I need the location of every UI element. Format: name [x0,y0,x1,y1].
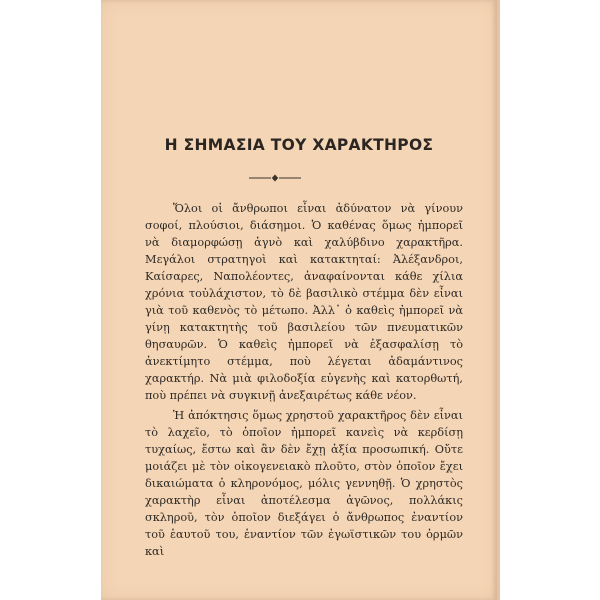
paragraph: Ἡ ἀπόκτησις ὅμως χρηστοῦ χαρακτῆρος δὲν εἶναι τὸ λαχεῖο, τὸ ὁποῖον ἠμπορεῖ κανεὶς νὰ κερδίσῃ τυχαίως, ἔστω καὶ ἂν δὲν ἔχῃ ἀξία προσωπική. Οὔτε μοιάζει μὲ τὸν οἰκογενειακὸ πλοῦτο, στὸν ὁποῖον ἔχει δικαιώματα ὁ κληρονόμος, μόλις γεννηθῇ. Ὁ χρηστὸς χαρακτὴρ εἶναι ἀποτέλεσμα ἀγῶνος, πολλάκις σκληροῦ, τὸν ὁποῖον διεξάγει ὁ ἄνθρωπος ἐναντίον τοῦ ἑαυτοῦ του, ἐναντίον τῶν ἐγωϊστικῶν του ὁρμῶν καὶ [145,409,463,558]
body-text [145,200,463,563]
book-page [101,0,497,600]
page-edge [497,0,500,600]
chapter-title: Η ΣΗΜΑΣΙΑ ΤΟΥ ΧΑΡΑΚΤΗΡΟΣ [164,136,434,154]
ornament-divider-icon [247,173,303,183]
paragraph: Ὅλοι οἱ ἄνθρωποι εἶναι ἀδύνατον νὰ γίνουν σοφοί, πλούσιοι, διάσημοι. Ὁ καθένας ὅμως ἠμπορεῖ νὰ διαμορφώσῃ ἁγνὸ καὶ χαλύβδινο χαρακτῆρα. Μεγάλοι στρατηγοὶ καὶ κατακτηταί: Ἀλέξανδροι, Καίσαρες, Ναπολέοντες, ἀναφαίνονται κάθε χίλια χρόνια τοὐλάχιστον, τὸ δὲ βασιλικὸ στέμμα δὲν εἶναι γιὰ τοῦ καθενὸς τὸ μέτωπο. Ἀλλ᾿ ὁ καθεὶς ἠμπορεῖ νὰ γίνῃ κατακτητὴς τοῦ βασιλείου τῶν πνευματικῶν θησαυρῶν. Ὁ καθεὶς ἠμπορεῖ νὰ ἐξασφαλίσῃ τὸ ἀνεκτίμητο στέμμα, ποὺ λέγεται ἀδαμάντινος χαρακτήρ. Νὰ μιὰ φιλοδοξία εὐγενὴς καὶ κατορθωτή, ποὺ πρέπει νὰ συγκινῇ ἀνεξαιρέτως κάθε νέον. [145,202,463,402]
